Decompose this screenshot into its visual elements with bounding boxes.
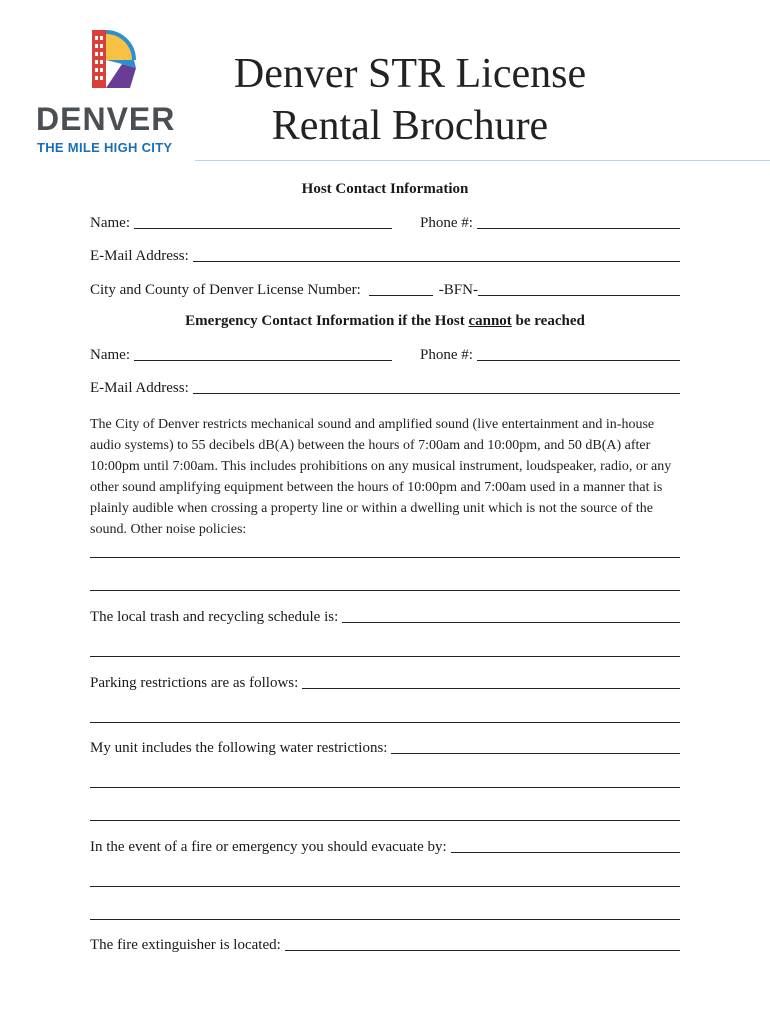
emergency-heading-post: be reached: [511, 313, 585, 329]
extinguisher-label: The fire extinguisher is located:: [90, 937, 281, 953]
host-phone-field[interactable]: [477, 227, 680, 229]
parking-row: [90, 672, 680, 692]
emergency-heading-pre: Emergency Contact Information if the Host: [185, 313, 469, 329]
title-line-1: Denver STR License: [233, 51, 587, 97]
trash-line-2[interactable]: [90, 656, 680, 657]
water-row: [90, 737, 680, 757]
evacuate-line-3[interactable]: [90, 919, 680, 920]
emergency-phone-label: Phone #:: [419, 347, 473, 363]
parking-field[interactable]: [302, 687, 680, 689]
host-email-field[interactable]: [193, 260, 680, 262]
emergency-name-label: Name:: [90, 347, 130, 363]
evacuate-label: In the event of a fire or emergency you should evacuate by:: [90, 839, 447, 855]
trash-field[interactable]: [342, 621, 680, 623]
license-label: City and County of Denver License Number:: [90, 282, 361, 298]
emergency-name-phone-row: [90, 344, 680, 364]
host-email-row: [90, 245, 680, 265]
host-email-label: E-Mail Address:: [90, 248, 189, 264]
host-name-phone-row: [90, 212, 680, 232]
evacuate-field[interactable]: [451, 851, 680, 853]
water-label: My unit includes the following water restrictions:: [90, 740, 388, 756]
evacuate-line-2[interactable]: [90, 886, 680, 887]
host-contact-heading: Host Contact Information: [301, 181, 469, 197]
license-row: [90, 279, 680, 299]
extinguisher-field[interactable]: [285, 949, 680, 951]
parking-line-2[interactable]: [90, 722, 680, 723]
header-divider: [195, 160, 770, 161]
trash-row: [90, 606, 680, 626]
extinguisher-row: [90, 934, 680, 954]
denver-logo: [36, 30, 186, 155]
host-name-label: Name:: [90, 215, 130, 231]
noise-policy-line-2[interactable]: [90, 590, 680, 591]
parking-label: Parking restrictions are as follows:: [90, 675, 299, 691]
emergency-email-field[interactable]: [193, 392, 680, 394]
bfn-label: -BFN-: [438, 282, 478, 298]
emergency-contact-heading: [90, 313, 680, 330]
logo-wordmark: DENVER: [36, 101, 176, 137]
bfn-number-field[interactable]: [478, 294, 680, 296]
title-line-2: Rental Brochure: [271, 103, 549, 149]
trash-label: The local trash and recycling schedule is:: [90, 609, 339, 625]
water-line-2[interactable]: [90, 787, 680, 788]
emergency-email-row: [90, 377, 680, 397]
evacuate-row: [90, 836, 680, 856]
page-title: [205, 48, 615, 152]
host-phone-label: Phone #:: [419, 215, 473, 231]
noise-policy-line-1[interactable]: [90, 557, 680, 558]
host-name-field[interactable]: [134, 227, 392, 229]
denver-d-mark-icon: [92, 30, 144, 92]
water-field[interactable]: [391, 752, 680, 754]
license-number-field[interactable]: [369, 294, 433, 296]
emergency-heading-emphasis: cannot: [468, 313, 512, 329]
noise-policy-paragraph: The City of Denver restricts mechanical sound and amplified sound (live entertainment and in-house audio systems) to 55 decibels dB(A) between the hours of 7:00am and 10:00pm, and 50 dB(A) after 10:00pm until 7:00am. This includes prohibitions on any musical instrument, loudspeaker, radio, or any other sound amplifying equipment between the hours of 10:00pm and 7:00am used in a manner that is plainly audible when crossing a property line or within a dwelling unit which is not the source of the sound. Other noise policies:: [90, 417, 672, 537]
emergency-phone-field[interactable]: [477, 359, 680, 361]
water-line-3[interactable]: [90, 820, 680, 821]
logo-tagline: THE MILE HIGH CITY: [37, 140, 173, 155]
emergency-name-field[interactable]: [134, 359, 392, 361]
emergency-email-label: E-Mail Address:: [90, 380, 189, 396]
